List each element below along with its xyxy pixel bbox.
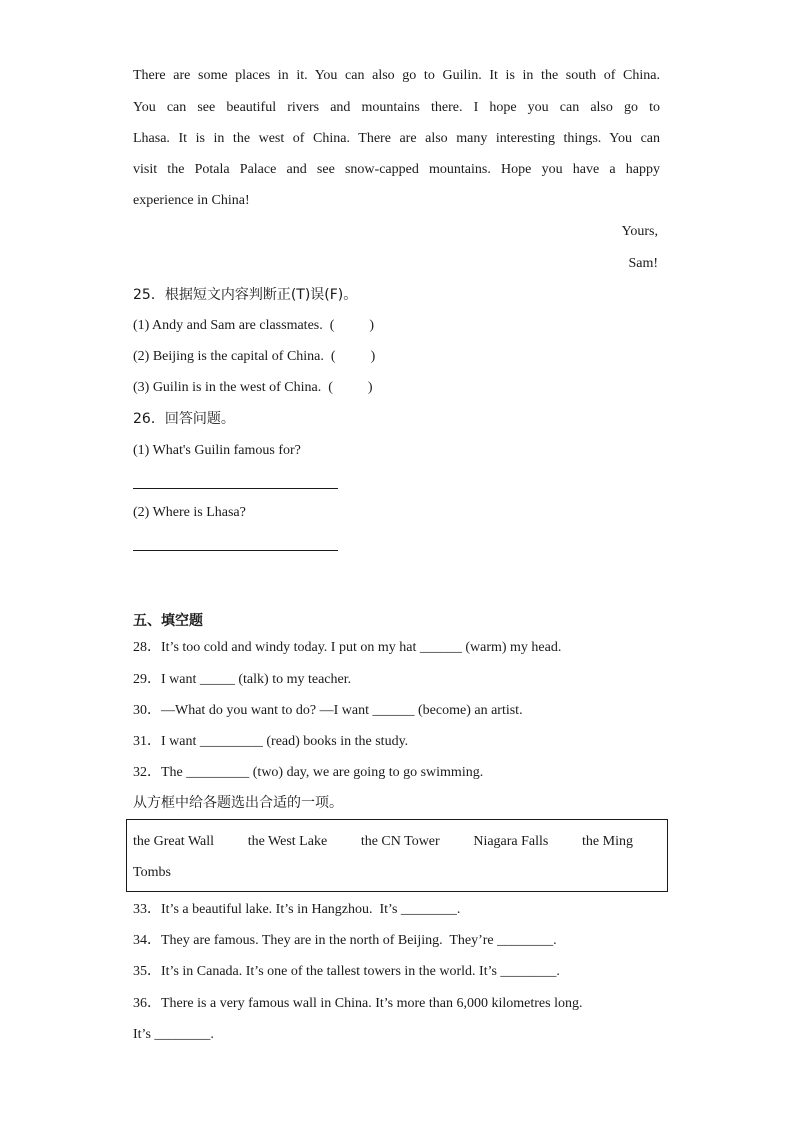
passage-line-2: You can see beautiful rivers and mountains there. I hope you can also go to — [133, 100, 660, 115]
option-ming-tombs-wrap: Tombs — [133, 865, 171, 880]
fill-item-29: 29．I want _____ (talk) to my teacher. — [133, 672, 352, 687]
passage-line-3: Lhasa. It is in the west of China. There are also many interesting things. You can — [133, 131, 660, 146]
q26-answer-line-1[interactable] — [133, 488, 338, 489]
choose-item-35: 35．It’s in Canada. It’s one of the tallest towers in the world. It’s ________. — [133, 964, 560, 979]
fill-item-28: 28．It’s too cold and windy today. I put on my hat ______ (warm) my head. — [133, 640, 562, 655]
choose-item-34: 34．They are famous. They are in the north of Beijing. They’re ________. — [133, 933, 557, 948]
choose-instruction: 从方框中给各题选出合适的一项。 — [133, 795, 343, 811]
option-ming-tombs: the Ming — [582, 834, 633, 849]
fill-item-30: 30．—What do you want to do? —I want ______ (become) an artist. — [133, 703, 523, 718]
letter-closing: Yours, — [621, 224, 658, 239]
q25-item-3: (3) Guilin is in the west of China. ( ) — [133, 380, 373, 395]
choose-item-33: 33．It’s a beautiful lake. It’s in Hangzhou. It’s ________. — [133, 902, 461, 917]
q26-item-2: (2) Where is Lhasa? — [133, 505, 246, 520]
q26-answer-line-2[interactable] — [133, 550, 338, 551]
choose-item-36-cont: It’s ________. — [133, 1027, 214, 1042]
option-west-lake: the West Lake — [247, 834, 328, 849]
word-box-options — [133, 832, 633, 852]
passage-line-4: visit the Potala Palace and see snow-capped mountains. Hope you have a happy — [133, 162, 660, 177]
q25-title: 25．根据短文内容判断正(T)误(F)。 — [133, 287, 358, 303]
passage-line-5: experience in China! — [133, 193, 250, 208]
section-heading: 五、填空题 — [133, 613, 203, 629]
letter-signature: Sam! — [628, 256, 658, 271]
fill-item-31: 31．I want _________ (read) books in the study. — [133, 734, 409, 749]
q26-item-1: (1) What's Guilin famous for? — [133, 443, 301, 458]
q25-item-1: (1) Andy and Sam are classmates. ( ) — [133, 318, 375, 333]
choose-item-36: 36．There is a very famous wall in China. It’s more than 6,000 kilometres long. — [133, 996, 583, 1011]
option-cn-tower: the CN Tower — [360, 834, 440, 849]
word-box — [126, 819, 668, 892]
option-niagara-falls: Niagara Falls — [473, 834, 549, 849]
q26-title: 26．回答问题。 — [133, 411, 235, 427]
passage-line-1: There are some places in it. You can also go to Guilin. It is in the south of China. — [133, 68, 660, 83]
fill-item-32: 32．The _________ (two) day, we are going to go swimming. — [133, 765, 484, 780]
option-great-wall: the Great Wall — [133, 834, 215, 849]
q25-item-2: (2) Beijing is the capital of China. ( ) — [133, 349, 376, 364]
